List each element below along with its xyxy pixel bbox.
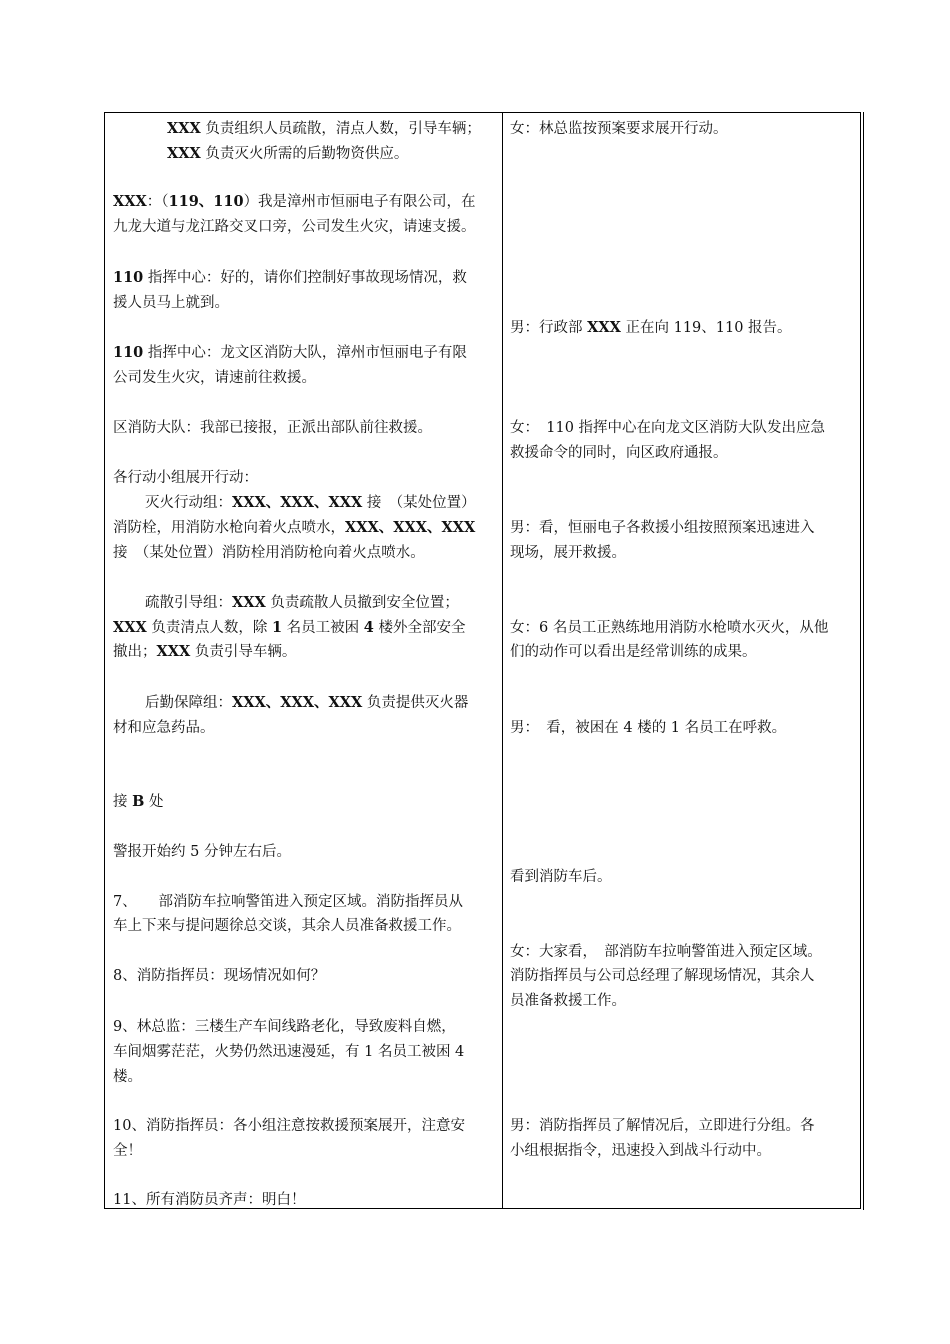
left-line: 9、林总监：三楼生产车间线路老化，导致废料自燃， bbox=[113, 1019, 456, 1035]
left-line: 全！ bbox=[113, 1143, 142, 1159]
left-line: XXX：（119、110）我是漳州市恒丽电子有限公司，在 bbox=[113, 193, 476, 210]
right-line: 员准备救援工作。 bbox=[510, 993, 626, 1009]
right-line: 男：消防指挥员了解情况后，立即进行分组。各 bbox=[510, 1118, 815, 1134]
left-line: 消防栓，用消防水枪向着火点喷水，XXX、XXX、XXX bbox=[113, 519, 476, 536]
right-line: 小组根据指令，迅速投入到战斗行动中。 bbox=[510, 1143, 771, 1159]
right-line: 男：看，恒丽电子各救援小组按照预案迅速进入 bbox=[510, 520, 815, 536]
left-line: 材和应急药品。 bbox=[113, 720, 215, 736]
right-line: 看到消防车后。 bbox=[510, 869, 612, 885]
left-line: 各行动小组展开行动： bbox=[113, 470, 258, 486]
left-line: 11、所有消防员齐声：明白！ bbox=[113, 1192, 306, 1208]
right-line: 消防指挥员与公司总经理了解现场情况，其余人 bbox=[510, 968, 815, 984]
left-line: 公司发生火灾，请速前往救援。 bbox=[113, 370, 316, 386]
left-line: 接 （某处位置）消防栓用消防枪向着火点喷水。 bbox=[113, 545, 425, 561]
right-line: 女：林总监按预案要求展开行动。 bbox=[510, 121, 728, 137]
right-line: 现场，展开救援。 bbox=[510, 545, 626, 561]
left-line: XXX 负责组织人员疏散，清点人数，引导车辆； bbox=[167, 120, 481, 137]
right-line: 女：6 名员工正熟练地用消防水枪喷水灭火，从他 bbox=[510, 620, 829, 636]
left-line: 110 指挥中心：好的，请你们控制好事故现场情况，救 bbox=[113, 269, 467, 286]
left-line: 110 指挥中心：龙文区消防大队，漳州市恒丽电子有限 bbox=[113, 344, 467, 361]
left-line: XXX 负责清点人数，除 1 名员工被困 4 楼外全部安全 bbox=[113, 619, 466, 636]
left-line: 接 B 处 bbox=[113, 793, 164, 810]
left-line: 援人员马上就到。 bbox=[113, 295, 229, 311]
left-line: 疏散引导组：XXX 负责疏散人员撤到安全位置； bbox=[145, 594, 459, 611]
column-divider bbox=[502, 113, 503, 1208]
right-line: 男：行政部 XXX 正在向 119、110 报告。 bbox=[510, 319, 792, 336]
left-line: 后勤保障组：XXX、XXX、XXX 负责提供灭火器 bbox=[145, 694, 469, 711]
left-line: 7、 部消防车拉响警笛进入预定区域。消防指挥员从 bbox=[113, 894, 463, 910]
script-table bbox=[104, 112, 861, 1209]
left-line: XXX 负责灭火所需的后勤物资供应。 bbox=[167, 145, 409, 162]
right-line: 救援命令的同时，向区政府通报。 bbox=[510, 445, 728, 461]
left-line: 车上下来与提问题徐总交谈，其余人员准备救援工作。 bbox=[113, 918, 461, 934]
left-line: 灭火行动组：XXX、XXX、XXX 接 （某处位置） bbox=[145, 494, 476, 511]
left-line: 区消防大队：我部已接报，正派出部队前往救援。 bbox=[113, 420, 432, 436]
table-outer-rule bbox=[863, 112, 864, 1210]
right-line: 男： 看，被困在 4 楼的 1 名员工在呼救。 bbox=[510, 720, 787, 736]
left-line: 车间烟雾茫茫，火势仍然迅速漫延，有 1 名员工被困 4 bbox=[113, 1044, 465, 1060]
left-line: 警报开始约 5 分钟左右后。 bbox=[113, 844, 291, 860]
left-line: 撤出；XXX 负责引导车辆。 bbox=[113, 643, 297, 660]
left-line: 楼。 bbox=[113, 1069, 142, 1085]
left-line: 8、消防指挥员：现场情况如何？ bbox=[113, 968, 326, 984]
right-line: 女： 110 指挥中心在向龙文区消防大队发出应急 bbox=[510, 420, 826, 436]
right-line: 们的动作可以看出是经常训练的成果。 bbox=[510, 644, 757, 660]
left-line: 九龙大道与龙江路交叉口旁，公司发生火灾，请速支援。 bbox=[113, 219, 476, 235]
left-line: 10、消防指挥员：各小组注意按救援预案展开，注意安 bbox=[113, 1118, 465, 1134]
right-line: 女：大家看， 部消防车拉响警笛进入预定区域。 bbox=[510, 944, 822, 960]
